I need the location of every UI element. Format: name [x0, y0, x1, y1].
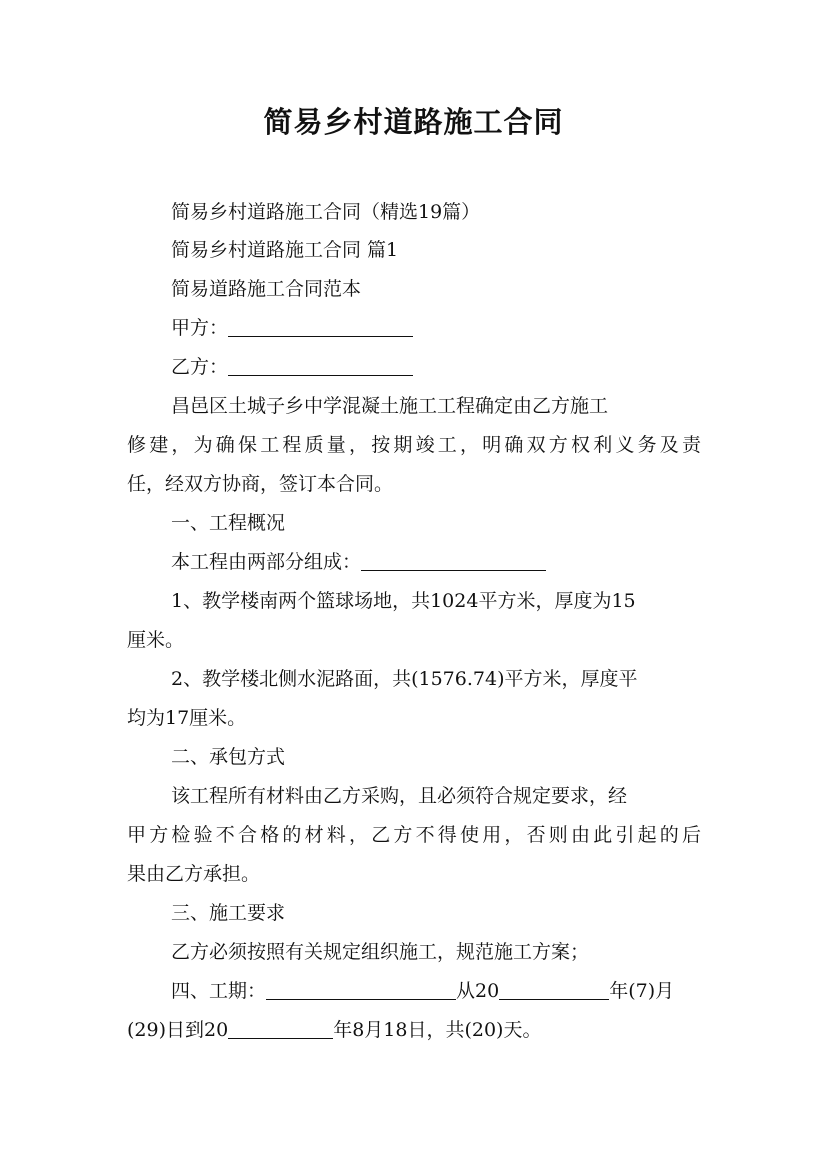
document-title: 简易乡村道路施工合同 [263, 105, 564, 139]
section-4-date-end: 年8月18日，共(20)天。 [333, 1019, 542, 1041]
party-b-label: 乙方： [171, 356, 229, 378]
intro-line-3: 任，经双方协商，签订本合同。 [127, 473, 394, 495]
section-4-mid: 年(7)月 [609, 980, 675, 1002]
section-4-date-start: (29)日到20 [127, 1019, 229, 1041]
section-4-line-1 [171, 978, 674, 1004]
party-a-line [171, 315, 413, 341]
party-a-blank [228, 316, 413, 337]
party-b-line [171, 354, 413, 380]
section-4-line-2 [127, 1017, 541, 1043]
item-2-line-1: 2、教学楼北侧水泥路面，共(1576.74)平方米，厚度平 [171, 668, 638, 690]
heading-part: 简易乡村道路施工合同 篇1 [171, 239, 399, 261]
section-4-blank-1 [266, 979, 456, 1000]
section-2-line-1: 该工程所有材料由乙方采购，且必须符合规定要求，经 [171, 785, 628, 807]
section-3-title: 三、施工要求 [171, 902, 286, 924]
section-4-blank-2 [499, 979, 609, 1000]
section-2-title: 二、承包方式 [171, 746, 286, 768]
heading-full: 简易乡村道路施工合同（精选19篇） [171, 201, 481, 223]
party-a-label: 甲方： [171, 317, 229, 339]
section-1-blank [361, 550, 546, 571]
section-2-line-3: 果由乙方承担。 [127, 863, 261, 885]
item-1-line-1: 1、教学楼南两个篮球场地，共1024平方米，厚度为15 [171, 590, 636, 612]
intro-line-1: 昌邑区土城子乡中学混凝土施工工程确定由乙方施工 [171, 395, 609, 417]
section-3-line-1: 乙方必须按照有关规定组织施工，规范施工方案； [171, 941, 590, 963]
section-4-prefix: 四、工期： [171, 980, 267, 1002]
section-1-title: 一、工程概况 [171, 512, 286, 534]
item-1-line-2: 厘米。 [127, 629, 185, 651]
item-2-line-2: 均为17厘米。 [127, 707, 247, 729]
template-name: 简易道路施工合同范本 [171, 278, 362, 300]
section-1-lead: 本工程由两部分组成： [171, 551, 362, 573]
section-2-line-2: 甲方检验不合格的材料，乙方不得使用，否则由此引起的后 [127, 824, 701, 846]
party-b-blank [228, 355, 413, 376]
intro-line-2: 修建，为确保工程质量，按期竣工，明确双方权利义务及责 [127, 434, 701, 456]
section-4-blank-3 [228, 1018, 333, 1039]
section-1-lead-line [171, 549, 546, 575]
section-4-from: 从20 [456, 980, 500, 1002]
